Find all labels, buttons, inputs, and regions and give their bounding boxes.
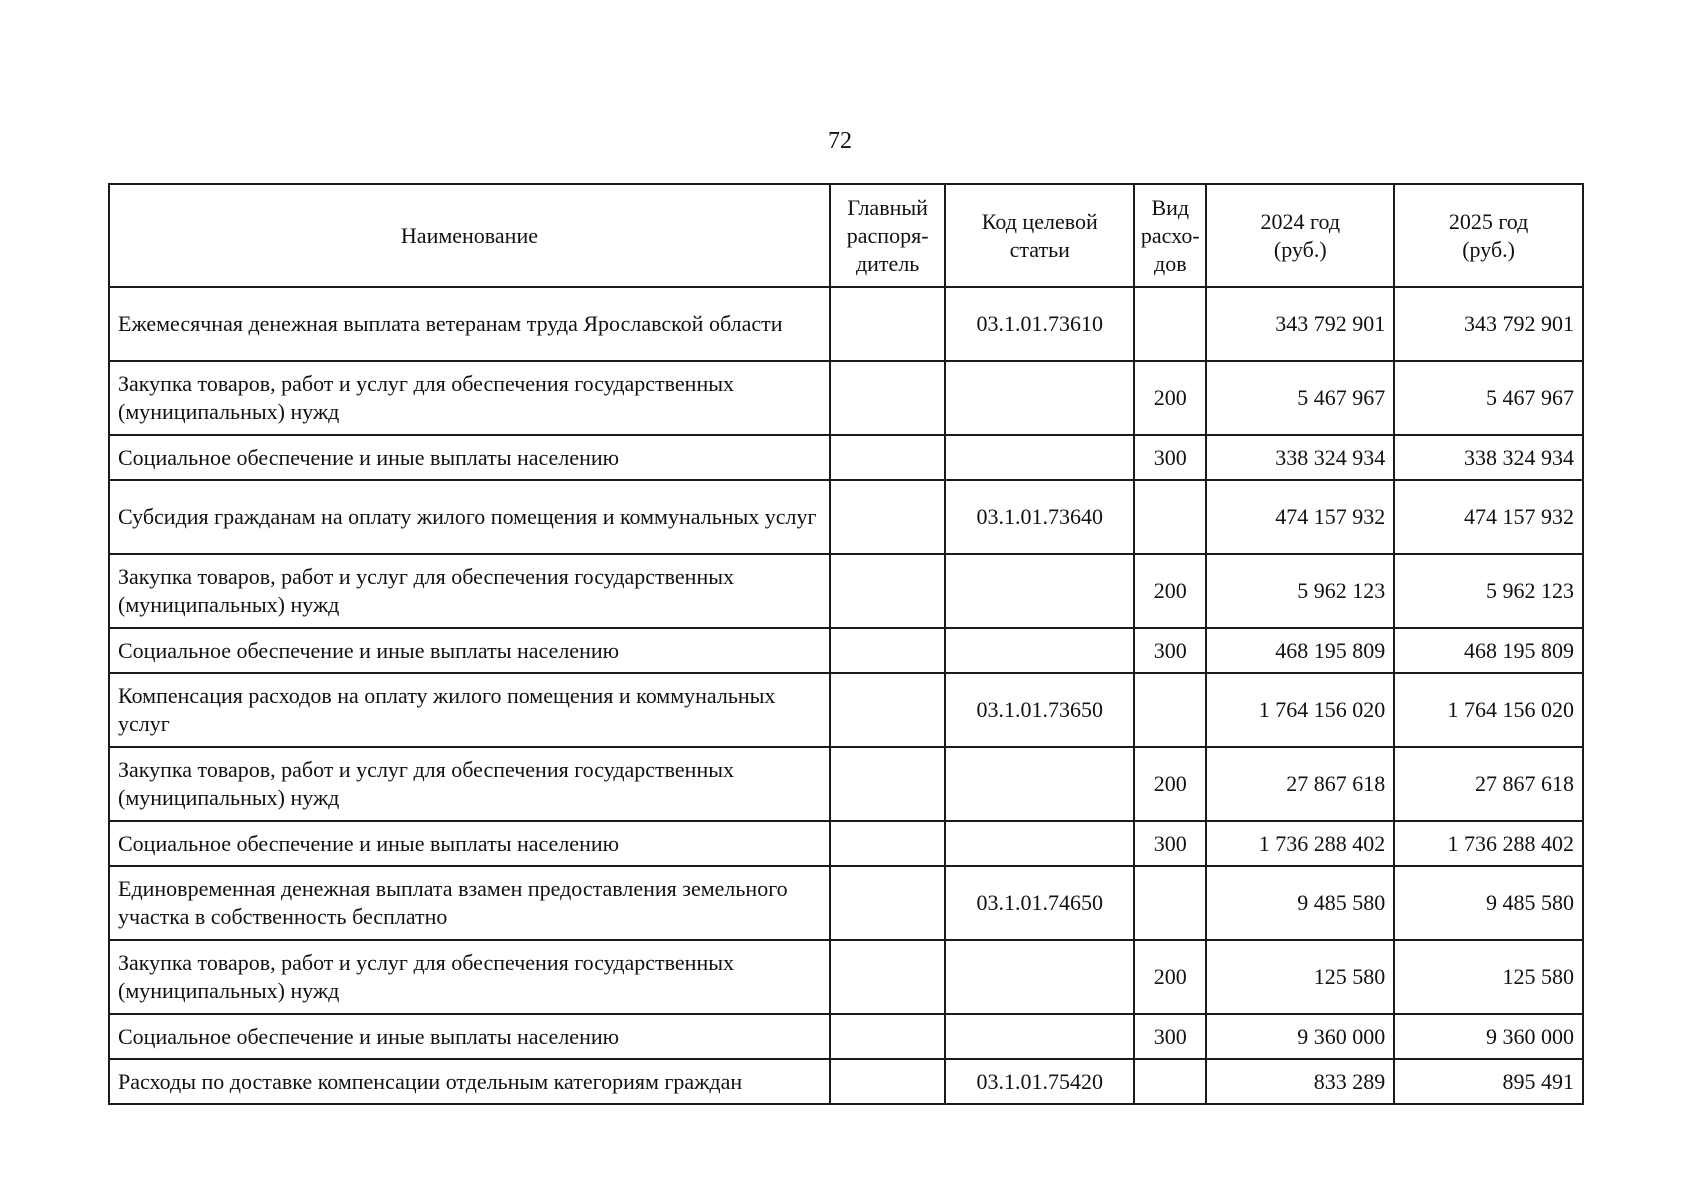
row-manager (830, 673, 945, 747)
row-2025: 5 467 967 (1394, 361, 1583, 435)
row-code: 03.1.01.73610 (945, 287, 1134, 361)
row-2025: 468 195 809 (1394, 628, 1583, 673)
row-2025: 5 962 123 (1394, 554, 1583, 628)
row-manager (830, 1059, 945, 1104)
row-code: 03.1.01.73650 (945, 673, 1134, 747)
row-manager (830, 628, 945, 673)
row-name: Закупка товаров, работ и услуг для обеспечения государственных (муниципальных) нужд (109, 361, 830, 435)
row-name: Закупка товаров, работ и услуг для обеспечения государственных (муниципальных) нужд (109, 940, 830, 1014)
row-manager (830, 480, 945, 554)
row-2024: 833 289 (1206, 1059, 1394, 1104)
row-name: Закупка товаров, работ и услуг для обеспечения государственных (муниципальных) нужд (109, 554, 830, 628)
row-code (945, 821, 1134, 866)
table-row (109, 361, 1583, 435)
row-name: Единовременная денежная выплата взамен предоставления земельного участка в собственность бесплатно (109, 866, 830, 940)
row-2024: 9 485 580 (1206, 866, 1394, 940)
row-kind (1134, 673, 1206, 747)
row-name: Ежемесячная денежная выплата ветеранам труда Ярославской области (109, 287, 830, 361)
row-code: 03.1.01.73640 (945, 480, 1134, 554)
row-manager (830, 866, 945, 940)
row-2025: 1 736 288 402 (1394, 821, 1583, 866)
row-code (945, 361, 1134, 435)
row-code (945, 435, 1134, 480)
row-2024: 343 792 901 (1206, 287, 1394, 361)
row-manager (830, 747, 945, 821)
row-code (945, 1014, 1134, 1059)
row-2025: 895 491 (1394, 1059, 1583, 1104)
row-manager (830, 821, 945, 866)
row-manager (830, 361, 945, 435)
row-manager (830, 287, 945, 361)
table-row (109, 554, 1583, 628)
row-name: Расходы по доставке компенсации отдельным категориям граждан (109, 1059, 830, 1104)
table-row (109, 480, 1583, 554)
row-2024: 5 962 123 (1206, 554, 1394, 628)
header-name: Наименование (109, 184, 830, 287)
row-code (945, 628, 1134, 673)
row-kind: 200 (1134, 554, 1206, 628)
row-manager (830, 940, 945, 1014)
row-code (945, 747, 1134, 821)
row-name: Субсидия гражданам на оплату жилого помещения и коммунальных услуг (109, 480, 830, 554)
header-2024: 2024 год (руб.) (1206, 184, 1394, 287)
row-kind (1134, 480, 1206, 554)
row-name: Компенсация расходов на оплату жилого помещения и коммунальных услуг (109, 673, 830, 747)
row-code (945, 940, 1134, 1014)
row-code (945, 554, 1134, 628)
table-row (109, 866, 1583, 940)
row-code: 03.1.01.74650 (945, 866, 1134, 940)
table-row (109, 287, 1583, 361)
row-2024: 5 467 967 (1206, 361, 1394, 435)
row-2025: 343 792 901 (1394, 287, 1583, 361)
row-2024: 338 324 934 (1206, 435, 1394, 480)
row-kind: 300 (1134, 435, 1206, 480)
row-2024: 1 736 288 402 (1206, 821, 1394, 866)
table-row (109, 1059, 1583, 1104)
table-row (109, 821, 1583, 866)
row-2025: 1 764 156 020 (1394, 673, 1583, 747)
row-manager (830, 554, 945, 628)
row-kind: 200 (1134, 747, 1206, 821)
row-2024: 1 764 156 020 (1206, 673, 1394, 747)
row-kind: 200 (1134, 361, 1206, 435)
page-number: 72 (828, 128, 852, 154)
row-name: Социальное обеспечение и иные выплаты населению (109, 628, 830, 673)
table-row (109, 673, 1583, 747)
row-2025: 125 580 (1394, 940, 1583, 1014)
row-name: Закупка товаров, работ и услуг для обеспечения государственных (муниципальных) нужд (109, 747, 830, 821)
header-2025: 2025 год (руб.) (1394, 184, 1583, 287)
row-kind: 300 (1134, 1014, 1206, 1059)
table-header-row (109, 184, 1583, 287)
row-2024: 474 157 932 (1206, 480, 1394, 554)
row-manager (830, 435, 945, 480)
row-2024: 125 580 (1206, 940, 1394, 1014)
table-row (109, 628, 1583, 673)
table-row (109, 940, 1583, 1014)
row-name: Социальное обеспечение и иные выплаты населению (109, 821, 830, 866)
row-kind: 200 (1134, 940, 1206, 1014)
row-2024: 468 195 809 (1206, 628, 1394, 673)
row-2025: 338 324 934 (1394, 435, 1583, 480)
row-2025: 9 485 580 (1394, 866, 1583, 940)
row-kind: 300 (1134, 821, 1206, 866)
budget-table (108, 183, 1584, 1105)
row-2024: 27 867 618 (1206, 747, 1394, 821)
row-name: Социальное обеспечение и иные выплаты населению (109, 1014, 830, 1059)
row-kind: 300 (1134, 628, 1206, 673)
row-2024: 9 360 000 (1206, 1014, 1394, 1059)
table-row (109, 1014, 1583, 1059)
table-row (109, 435, 1583, 480)
header-kind: Вид расхо- дов (1134, 184, 1206, 287)
row-2025: 27 867 618 (1394, 747, 1583, 821)
row-manager (830, 1014, 945, 1059)
row-kind (1134, 1059, 1206, 1104)
row-2025: 9 360 000 (1394, 1014, 1583, 1059)
row-kind (1134, 287, 1206, 361)
row-name: Социальное обеспечение и иные выплаты населению (109, 435, 830, 480)
row-2025: 474 157 932 (1394, 480, 1583, 554)
table-row (109, 747, 1583, 821)
row-kind (1134, 866, 1206, 940)
header-code: Код целевой статьи (945, 184, 1134, 287)
header-manager: Главный распоря- дитель (830, 184, 945, 287)
row-code: 03.1.01.75420 (945, 1059, 1134, 1104)
